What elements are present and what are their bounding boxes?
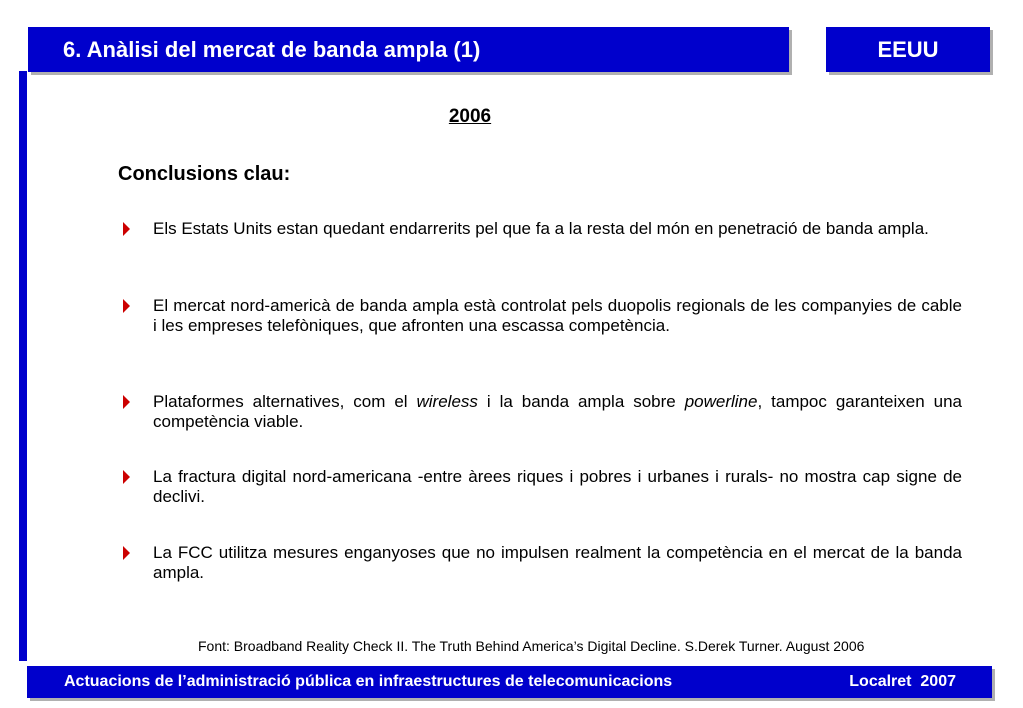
page-title: 6. Anàlisi del mercat de banda ampla (1) [63,37,481,62]
bullet-item [123,467,962,507]
bullet-text: La FCC utilitza mesures enganyoses que no impulsen realment la competència en el mercat de la banda ampla. [153,543,962,582]
red-arrow-bullet-icon [123,222,130,236]
footer-org-year: Localret 2007 [849,673,956,690]
bullet-text: Els Estats Units estan quedant endarrerits pel que fa a la resta del món en penetració de banda ampla. [153,219,929,238]
left-accent-bar [19,71,27,661]
bullet-text: El mercat nord-americà de banda ampla està controlat pels duopolis regionals de les companyies de cable i les empreses telefòniques, que afronten una escassa competència. [153,296,962,335]
bullet-text: La fractura digital nord-americana -entre àrees riques i pobres i urbanes i rurals- no mostra cap signe de declivi. [153,467,962,506]
title-bar [28,27,789,72]
country-badge [826,27,990,72]
red-arrow-bullet-icon [123,546,130,560]
bullet-item [123,392,962,432]
year-heading: 2006 [448,106,492,127]
bullet-item [123,543,962,583]
red-arrow-bullet-icon [123,470,130,484]
bullet-text-part: , tampoc garanteixen una competència viable. [153,392,962,431]
footer-title: Actuacions de l’administració pública en infraestructures de telecomunicacions [64,673,673,690]
bullet-text-part: i la banda ampla sobre [477,392,685,411]
powerline-term: powerline [684,392,758,411]
red-arrow-bullet-icon [123,299,130,313]
conclusions-heading: Conclusions clau: [118,163,291,185]
bullet-item [123,219,962,239]
bullet-text [153,392,962,432]
footer-bar [27,666,992,698]
source-citation: Font: Broadband Reality Check II. The Truth Behind America’s Digital Decline. S.Derek Turner. August 2006 [198,638,865,654]
bullet-item [123,296,962,336]
wireless-term: wireless [416,392,478,411]
red-arrow-bullet-icon [123,395,130,409]
bullet-text-part: Plataformes alternatives, com el [153,392,417,411]
country-label: EEUU [877,37,939,62]
